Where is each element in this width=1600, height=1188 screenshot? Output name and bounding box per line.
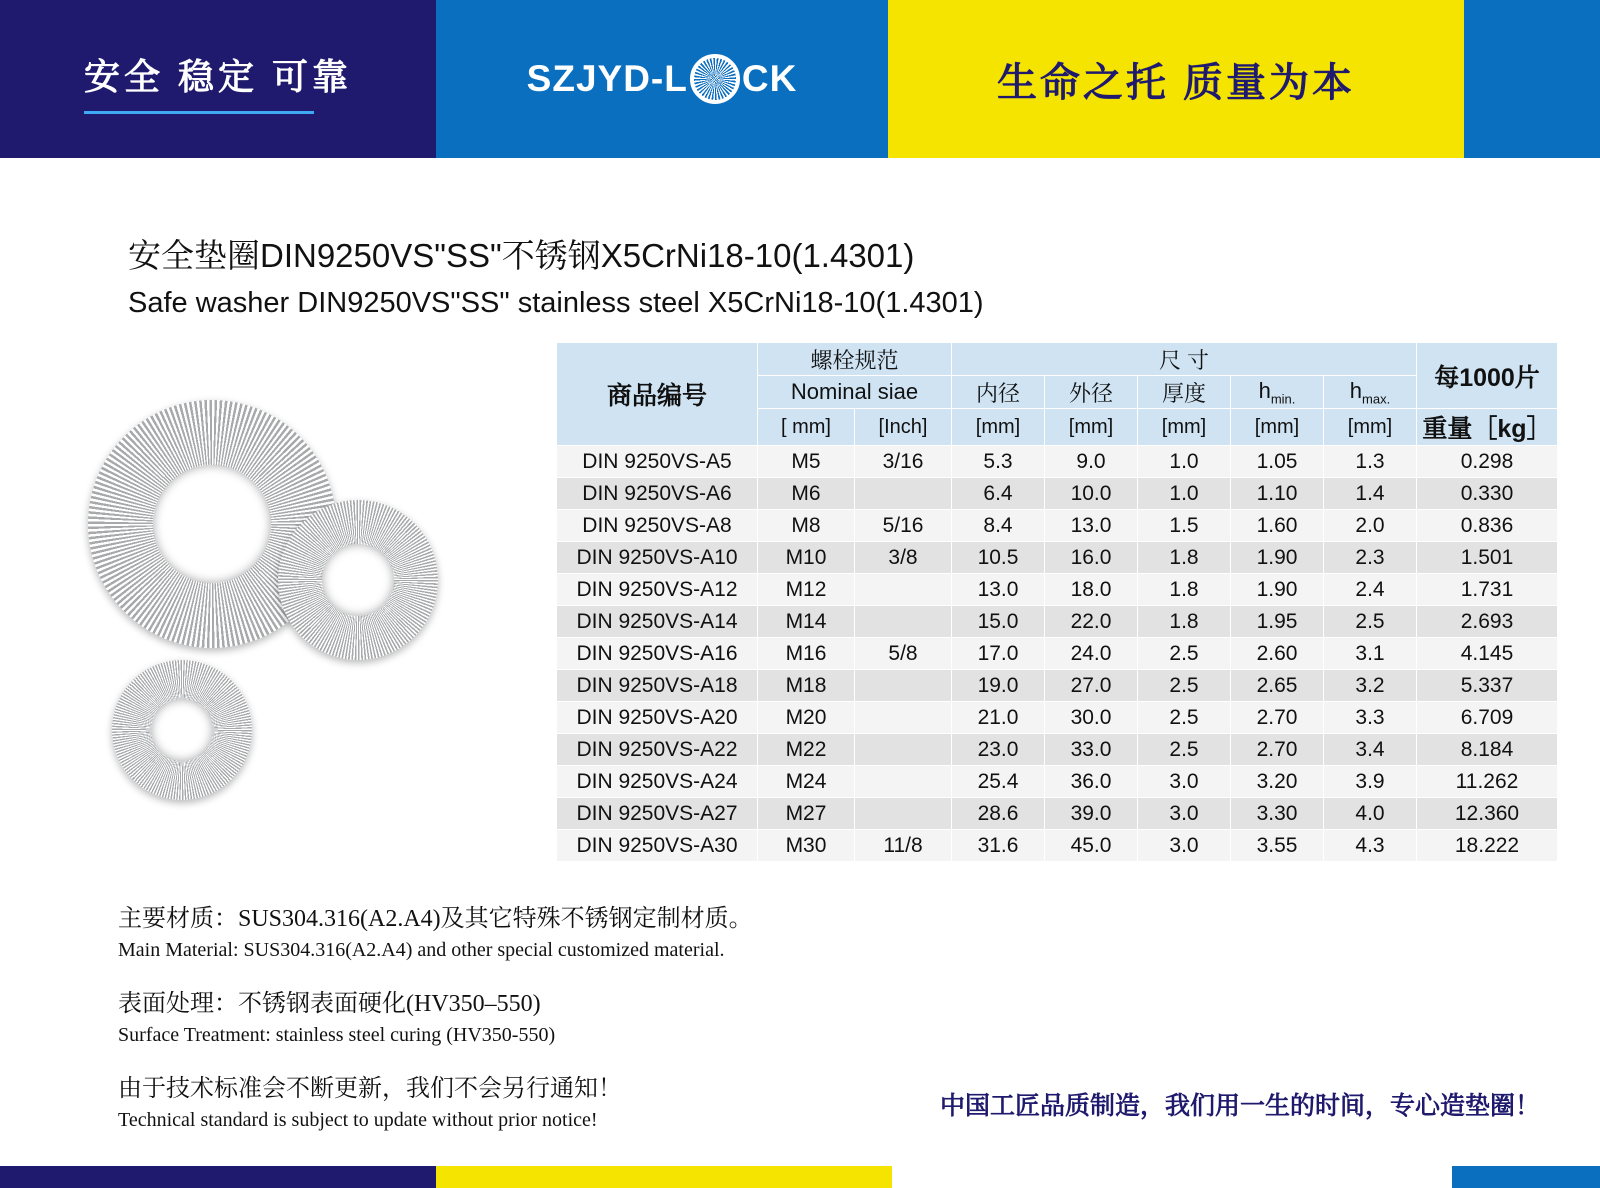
bottom-slogan: 中国工匠品质制造，我们用一生的时间，专心造垫圈！ [939,1092,1540,1120]
note-item [118,904,1600,963]
cell-weight: 4.145 [1417,638,1558,670]
washer-hole [153,465,271,583]
cell-nominal-mm: M12 [758,574,855,606]
cell-thickness: 1.0 [1138,446,1231,478]
cell-nominal-mm: M8 [758,510,855,542]
cell-nominal-mm: M10 [758,542,855,574]
header-accent-bar [1464,0,1600,158]
table-row [557,446,1558,478]
cell-thickness: 3.0 [1138,798,1231,830]
cell-nominal-mm: M30 [758,830,855,862]
cell-inner-diameter: 15.0 [952,606,1045,638]
header-hmax-text: h [1349,377,1363,403]
cell-code: DIN 9250VS-A20 [557,702,758,734]
cell-outer-diameter: 27.0 [1045,670,1138,702]
spec-table-body [557,446,1558,862]
cell-code: DIN 9250VS-A5 [557,446,758,478]
header-logo-panel [436,0,888,158]
cell-nominal-mm: M18 [758,670,855,702]
cell-nominal-mm: M24 [758,766,855,798]
cell-hmin: 1.95 [1231,606,1324,638]
spec-table [556,342,1558,862]
header-hmin [1231,376,1324,409]
cell-hmin: 2.70 [1231,702,1324,734]
cell-code: DIN 9250VS-A14 [557,606,758,638]
cell-inner-diameter: 25.4 [952,766,1045,798]
footer-bar-blue [1452,1166,1600,1188]
cell-hmin: 2.65 [1231,670,1324,702]
cell-nominal-mm: M27 [758,798,855,830]
cell-hmax: 3.3 [1324,702,1417,734]
cell-outer-diameter: 33.0 [1045,734,1138,766]
cell-weight: 5.337 [1417,670,1558,702]
cell-code: DIN 9250VS-A16 [557,638,758,670]
cell-nominal-inch [855,766,952,798]
cell-weight: 6.709 [1417,702,1558,734]
washer-hole [151,699,213,761]
cell-hmax: 3.2 [1324,670,1417,702]
table-header-row-1 [557,343,1558,376]
cell-inner-diameter: 31.6 [952,830,1045,862]
cell-outer-diameter: 13.0 [1045,510,1138,542]
header-inner-diameter: 内径 [952,376,1045,409]
cell-thickness: 1.5 [1138,510,1231,542]
header-right-panel [888,0,1464,158]
cell-nominal-inch [855,798,952,830]
cell-nominal-mm: M5 [758,446,855,478]
cell-inner-diameter: 23.0 [952,734,1045,766]
cell-nominal-inch [855,702,952,734]
footer-bar-white [892,1166,1452,1188]
cell-thickness: 2.5 [1138,702,1231,734]
header-thickness-unit: [mm] [1138,409,1231,446]
cell-hmax: 3.4 [1324,734,1417,766]
header-hmin-unit: [mm] [1231,409,1324,446]
cell-thickness: 1.8 [1138,574,1231,606]
cell-inner-diameter: 28.6 [952,798,1045,830]
cell-hmax: 4.3 [1324,830,1417,862]
header-hmax-unit: [mm] [1324,409,1417,446]
header-outer-unit: [mm] [1045,409,1138,446]
cell-code: DIN 9250VS-A30 [557,830,758,862]
cell-thickness: 1.8 [1138,606,1231,638]
cell-hmin: 1.90 [1231,542,1324,574]
cell-inner-diameter: 13.0 [952,574,1045,606]
cell-outer-diameter: 30.0 [1045,702,1138,734]
cell-thickness: 3.0 [1138,830,1231,862]
cell-nominal-inch: 11/8 [855,830,952,862]
table-row [557,670,1558,702]
cell-code: DIN 9250VS-A12 [557,574,758,606]
cell-thickness: 3.0 [1138,766,1231,798]
header-outer-diameter: 外径 [1045,376,1138,409]
cell-nominal-inch [855,574,952,606]
cell-nominal-mm: M6 [758,478,855,510]
main-content [0,342,1600,862]
table-row [557,574,1558,606]
cell-hmin: 2.60 [1231,638,1324,670]
table-row [557,734,1558,766]
cell-code: DIN 9250VS-A18 [557,670,758,702]
cell-inner-diameter: 17.0 [952,638,1045,670]
table-row [557,766,1558,798]
washer-image-medium [278,500,438,660]
header-bolt-group-cn: 螺栓规范 [758,343,952,376]
cell-inner-diameter: 19.0 [952,670,1045,702]
cell-outer-diameter: 18.0 [1045,574,1138,606]
header-hmax [1324,376,1417,409]
header-bolt-unit-mm: [ mm] [758,409,855,446]
header-right-slogan: 生命之托 质量为本 [996,60,1356,105]
cell-inner-diameter: 10.5 [952,542,1045,574]
cell-hmax: 3.9 [1324,766,1417,798]
header-left-panel [0,0,436,158]
cell-outer-diameter: 22.0 [1045,606,1138,638]
cell-hmax: 1.4 [1324,478,1417,510]
cell-inner-diameter: 8.4 [952,510,1045,542]
cell-hmin: 1.05 [1231,446,1324,478]
footer-bar-navy [0,1166,436,1188]
cell-code: DIN 9250VS-A8 [557,510,758,542]
cell-code: DIN 9250VS-A22 [557,734,758,766]
cell-thickness: 2.5 [1138,670,1231,702]
brand-logo-text-right: CK [741,58,798,99]
brand-logo-text-left: SZJYD-L [526,58,688,99]
product-images [60,342,530,832]
cell-nominal-inch: 5/8 [855,638,952,670]
table-row [557,830,1558,862]
cell-nominal-inch: 5/16 [855,510,952,542]
cell-weight: 12.360 [1417,798,1558,830]
table-row [557,542,1558,574]
cell-weight: 2.693 [1417,606,1558,638]
cell-code: DIN 9250VS-A10 [557,542,758,574]
header-bolt-group-en: Nominal siae [758,376,952,409]
cell-weight: 8.184 [1417,734,1558,766]
cell-hmin: 1.60 [1231,510,1324,542]
cell-weight: 0.836 [1417,510,1558,542]
header-left-slogan: 安全 稳定 可靠 [83,55,352,97]
cell-weight: 18.222 [1417,830,1558,862]
note-en: Surface Treatment: stainless steel curing (HV350-550) [118,1024,556,1046]
cell-hmax: 2.4 [1324,574,1417,606]
cell-weight: 0.330 [1417,478,1558,510]
cell-hmax: 4.0 [1324,798,1417,830]
cell-nominal-inch [855,606,952,638]
table-row [557,510,1558,542]
cell-outer-diameter: 9.0 [1045,446,1138,478]
note-en: Technical standard is subject to update without prior notice! [118,1109,598,1131]
cell-outer-diameter: 39.0 [1045,798,1138,830]
cell-inner-diameter: 5.3 [952,446,1045,478]
cell-thickness: 2.5 [1138,638,1231,670]
cell-hmax: 2.5 [1324,606,1417,638]
knurled-ring-icon [690,54,740,104]
cell-hmin: 1.10 [1231,478,1324,510]
note-item [118,989,1600,1048]
note-cn: 由于技术标准会不断更新，我们不会另行通知！ [118,1076,622,1102]
header-hmax-subscript: max. [1362,391,1391,407]
spec-table-wrapper [556,342,1558,862]
cell-nominal-inch: 3/8 [855,542,952,574]
note-cn: 表面处理：不锈钢表面硬化(HV350–550) [118,991,541,1017]
cell-outer-diameter: 45.0 [1045,830,1138,862]
brand-logo [527,54,798,104]
header-dimension-group: 尺 寸 [952,343,1417,376]
cell-weight: 1.501 [1417,542,1558,574]
washer-hole [322,544,394,616]
cell-hmin: 3.30 [1231,798,1324,830]
cell-nominal-mm: M14 [758,606,855,638]
table-row [557,606,1558,638]
page-header [0,0,1600,158]
cell-nominal-inch: 3/16 [855,446,952,478]
cell-weight: 11.262 [1417,766,1558,798]
cell-nominal-inch [855,670,952,702]
cell-hmax: 2.0 [1324,510,1417,542]
cell-outer-diameter: 36.0 [1045,766,1138,798]
cell-inner-diameter: 21.0 [952,702,1045,734]
page-title-block [128,230,1600,320]
cell-thickness: 1.0 [1138,478,1231,510]
cell-weight: 1.731 [1417,574,1558,606]
header-underline-decoration [84,111,314,114]
cell-hmin: 3.20 [1231,766,1324,798]
page-title-cn: 安全垫圈DIN9250VS"SS"不锈钢X5CrNi18-10(1.4301) [128,237,915,274]
table-row [557,702,1558,734]
page-title-en: Safe washer DIN9250VS"SS" stainless steel X5CrNi18-10(1.4301) [128,287,984,319]
cell-inner-diameter: 6.4 [952,478,1045,510]
header-weight-line2: 重量［kg］ [1417,409,1558,446]
footer-bar-yellow [436,1166,892,1188]
cell-code: DIN 9250VS-A27 [557,798,758,830]
washer-image-small [112,660,252,800]
page-footer [0,1166,1600,1188]
cell-hmax: 1.3 [1324,446,1417,478]
header-code: 商品编号 [557,343,758,446]
header-weight-line1: 每1000片 [1417,343,1558,409]
cell-outer-diameter: 10.0 [1045,478,1138,510]
cell-thickness: 2.5 [1138,734,1231,766]
cell-nominal-inch [855,734,952,766]
cell-code: DIN 9250VS-A24 [557,766,758,798]
cell-outer-diameter: 24.0 [1045,638,1138,670]
cell-hmax: 3.1 [1324,638,1417,670]
cell-outer-diameter: 16.0 [1045,542,1138,574]
cell-thickness: 1.8 [1138,542,1231,574]
cell-code: DIN 9250VS-A6 [557,478,758,510]
header-hmin-text: h [1258,377,1271,403]
header-hmin-subscript: min. [1270,391,1296,407]
note-cn: 主要材质：SUS304.316(A2.A4)及其它特殊不锈钢定制材质。 [118,906,753,932]
cell-hmin: 3.55 [1231,830,1324,862]
cell-weight: 0.298 [1417,446,1558,478]
cell-hmax: 2.3 [1324,542,1417,574]
table-row [557,798,1558,830]
table-row [557,478,1558,510]
cell-hmin: 2.70 [1231,734,1324,766]
spec-table-head [557,343,1558,446]
table-row [557,638,1558,670]
cell-hmin: 1.90 [1231,574,1324,606]
cell-nominal-mm: M20 [758,702,855,734]
cell-nominal-inch [855,478,952,510]
header-inner-unit: [mm] [952,409,1045,446]
header-bolt-unit-inch: [Inch] [855,409,952,446]
note-en: Main Material: SUS304.316(A2.A4) and other special customized material. [118,939,725,961]
header-thickness: 厚度 [1138,376,1231,409]
cell-nominal-mm: M22 [758,734,855,766]
cell-nominal-mm: M16 [758,638,855,670]
